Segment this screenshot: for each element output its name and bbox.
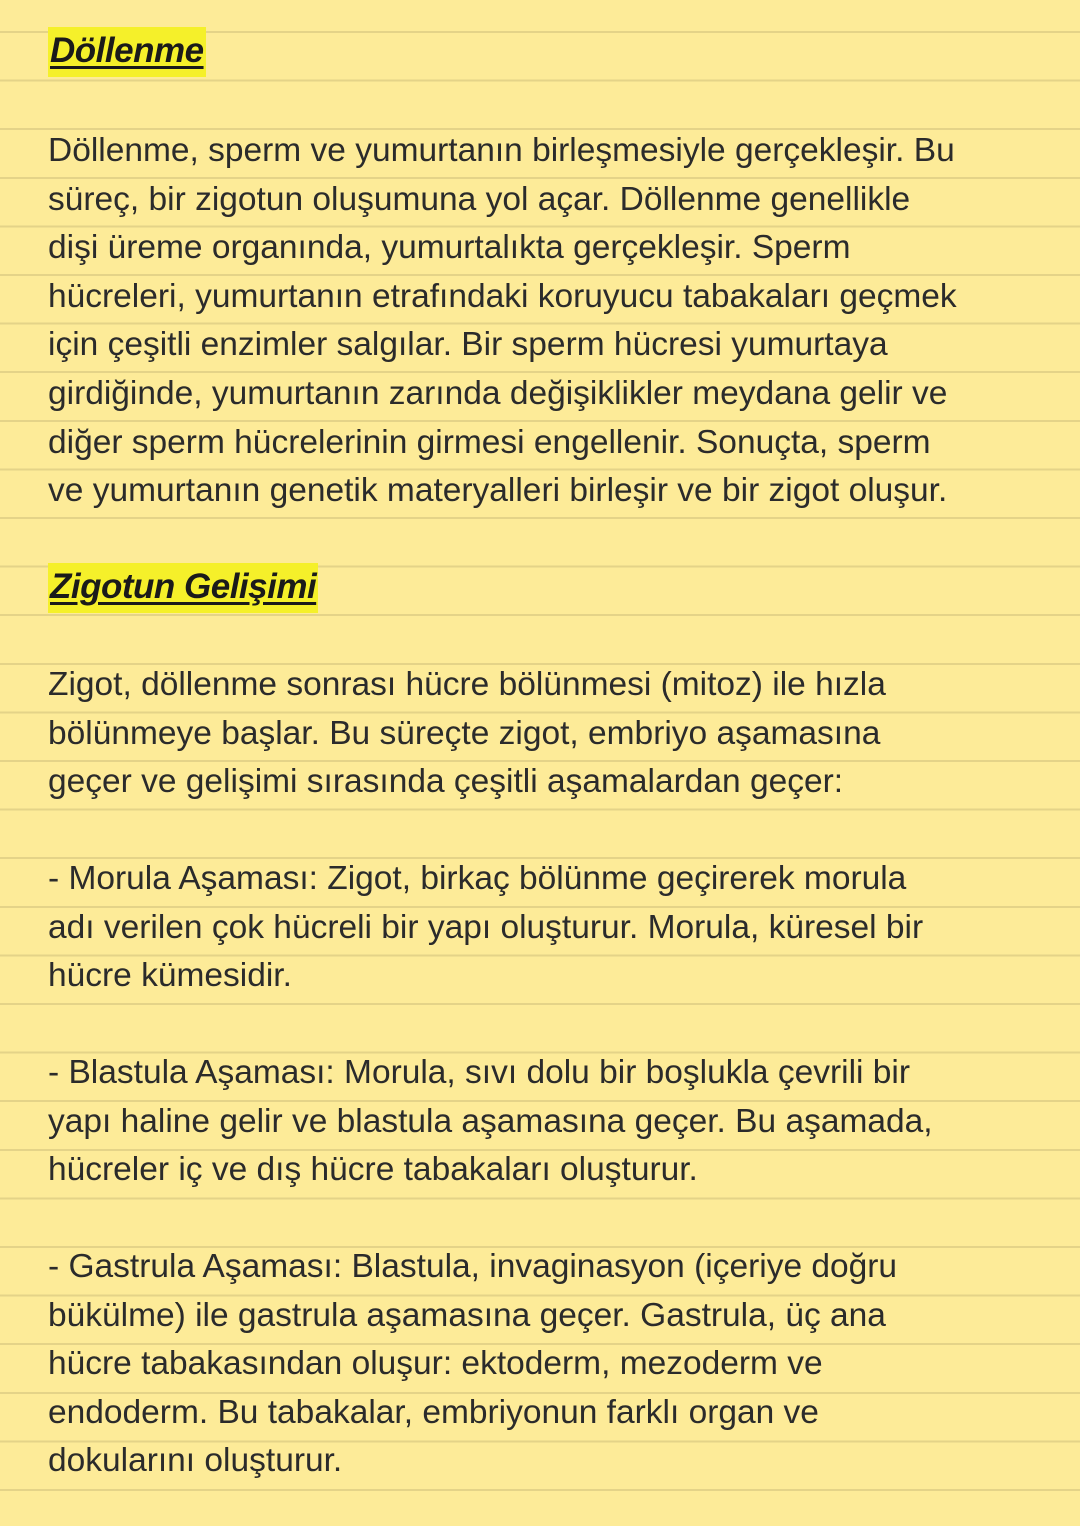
section-heading-zigotun-gelisimi: Zigotun Gelişimi xyxy=(48,563,318,613)
morula-stage-paragraph: - Morula Aşaması: Zigot, birkaç bölünme geçirerek morula adı verilen çok hücreli bir yapı oluşturur. Morula, küresel bir hücre kümesidir. xyxy=(48,860,924,995)
zigot-intro-paragraph: Zigot, döllenme sonrası hücre bölünmesi (mitoz) ile hızla bölünmeye başlar. Bu süreçte zigot, embriyo aşamasına geçer ve gelişimi sırasında çeşitli aşamalardan geçer: xyxy=(48,666,886,801)
dollenme-paragraph: Döllenme, sperm ve yumurtanın birleşmesiyle gerçekleşir. Bu süreç, bir zigotun oluşumuna yol açar. Döllenme genellikle dişi üreme organında, yumurtalıkta gerçekleşir. Sperm hücreleri, yumurtanın etrafındaki koruyucu tabakaları geçmek için çeşitli enzimler salgılar. Bir sperm hücresi yumurtaya girdiğinde, yumurtanın zarında değişiklikler meydana gelir ve diğer sperm hücrelerinin girmesi engellenir. Sonuçta, sperm ve yumurtanın genetik materyalleri birleşir ve bir zigot oluşur. xyxy=(48,132,957,510)
section-heading-dollenme: Döllenme xyxy=(48,27,206,77)
blastula-stage-paragraph: - Blastula Aşaması: Morula, sıvı dolu bir boşlukla çevrili bir yapı haline gelir ve blastula aşamasına geçer. Bu aşamada, hücreler iç ve dış hücre tabakaları oluşturur. xyxy=(48,1054,933,1189)
gastrula-stage-paragraph: - Gastrula Aşaması: Blastula, invaginasyon (içeriye doğru bükülme) ile gastrula aşamasına geçer. Gastrula, üç ana hücre tabakasından oluşur: ektoderm, mezoderm ve endoderm. Bu tabakalar, embriyonun farklı organ ve dokularını oluşturur. xyxy=(48,1248,898,1480)
